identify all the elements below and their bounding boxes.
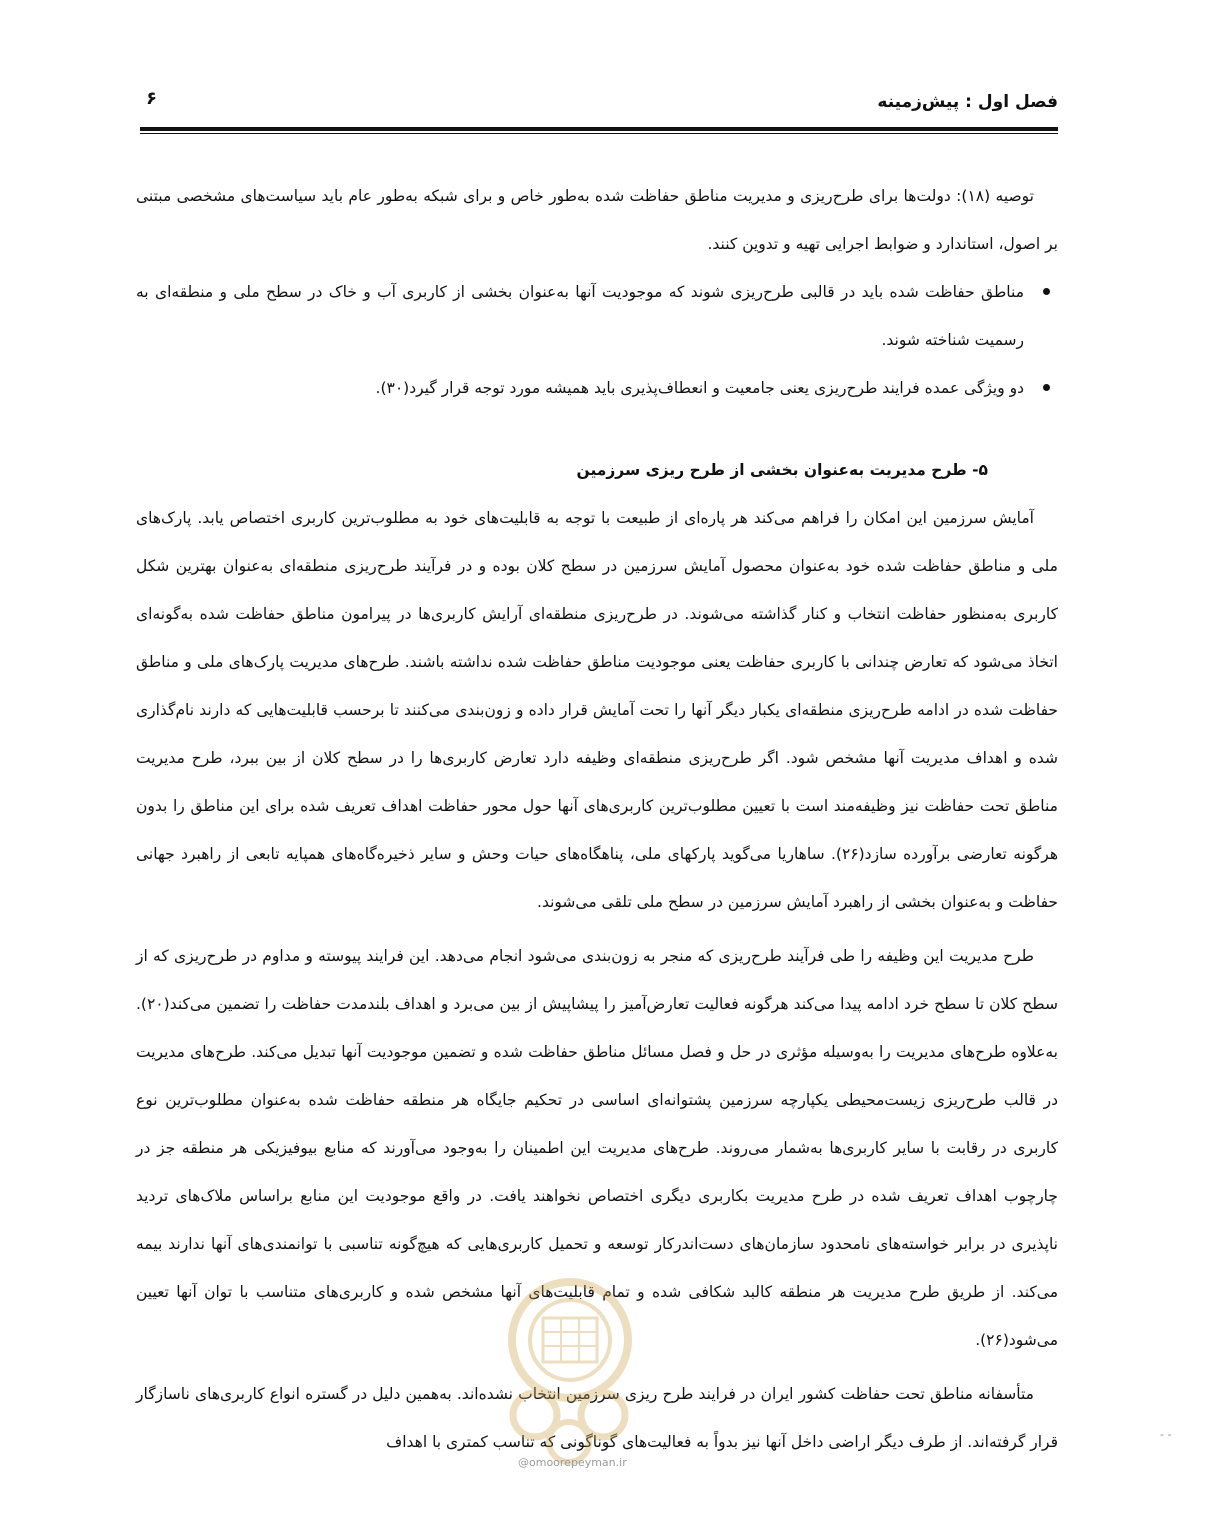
- page-number: ۶: [146, 88, 157, 109]
- body-paragraph: طرح مدیریت این وظیفه را طی فرآیند طرح‌ریزی که منجر به زون‌بندی می‌شود انجام می‌دهد. این فرایند پیوسته و مداوم در طرح‌ریزی که از سطح کلان تا سطح خرد ادامه پیدا می‌کند هرگونه فعالیت تعارض‌آمیز را پیشاپیش از بین می‌برد و اهداف بلندمدت حفاظت را تضمین می‌کند(۲۰). به‌علاوه طرح‌های مدیریت را به‌وسیله مؤثری در حل و فصل مسائل مناطق حفاظت شده و تضمین موجودیت آنها تبدیل می‌کند. طرح‌های مدیریت در قالب طرح‌ریزی زیست‌محیطی یکپارچه سرزمین پشتوانه‌ای اساسی در تحکیم جایگاه هر منطقه حفاظت شده به‌عنوان مطلوب‌ترین نوع کاربری در رقابت با سایر کاربری‌ها به‌شمار می‌روند. طرح‌های مدیریت این اطمینان را به‌وجود می‌آورند که منابع بیوفیزیکی هر منطقه جز در چارچوب اهداف تعریف شده در طرح مدیریت بکاربری دیگری اختصاص نخواهند یافت. در واقع موجودیت این منابع براساس ملاک‌های تردید ناپذیری در برابر خواسته‌های نامحدود سازمان‌های دست‌اندرکار توسعه و تحمیل کاربری‌هایی که هیچ‌گونه تناسبی با توانمندی‌های آنها ندارند بیمه می‌کند. از طریق طرح مدیریت هر منطقه کالبد شکافی شده و تمام قابلیت‌های آنها مشخص شده و کاربری‌های متناسب با توان آنها تعیین می‌شود(۲۶).: [136, 947, 1058, 1349]
- page-header: [140, 84, 1058, 124]
- chapter-title: فصل اول : پیش‌زمینه: [877, 92, 1058, 112]
- watermark-url: @omoorepeyman.ir: [518, 1456, 627, 1469]
- body-paragraph: آمایش سرزمین این امکان را فراهم می‌کند هر پاره‌ای از طبیعت با توجه به قابلیت‌های خود به مطلوب‌ترین کاربری اختصاص یابد. پارک‌های ملی و مناطق حفاظت شده خود به‌عنوان محصول آمایش سرزمین در سطح کلان بوده و در فرآیند طرح‌ریزی منطقه‌ای به‌عنوان بهترین شکل کاربری به‌منظور حفاظت انتخاب و کنار گذاشته می‌شوند. در طرح‌ریزی منطقه‌ای آرایش کاربری‌ها در پیرامون مناطق حفاظت شده به‌گونه‌ای اتخاذ می‌شود که تعارض چندانی با کاربری حفاظت یعنی موجودیت مناطق حفاظت شده نداشته باشند. طرح‌های مدیریت پارک‌های ملی و مناطق حفاظت شده در ادامه طرح‌ریزی منطقه‌ای یکبار دیگر آنها را تحت آمایش قرار داده و زون‌بندی می‌کنند تا برحسب قابلیت‌هایی که دارند نام‌گذاری شده و اهداف مدیریت آنها مشخص شود. اگر طرح‌ریزی منطقه‌ای وظیفه دارد تعارض کاربری‌ها را در سطح کلان از بین ببرد، طرح مدیریت مناطق تحت حفاظت نیز وظیفه‌مند است با تعیین مطلوب‌ترین کاربری‌های آنها حول محور حفاظت اهداف تعریف شده برای این مناطق را بدون هرگونه تعارضی برآورده سازد(۲۶). ساهاریا می‌گوید پارکهای ملی، پناهگاه‌های حیات وحش و سایر ذخیره‌گاه‌های همپایه تابعی از راهبرد جهانی حفاظت و به‌عنوان بخشی از راهبرد آمایش سرزمین در سطح ملی تلقی می‌شوند.: [136, 509, 1058, 911]
- recommendation-paragraph: توصیه (۱۸): دولت‌ها برای طرح‌ریزی و مدیریت مناطق حفاظت شده به‌طور خاص و برای شبکه به‌طور عام باید سیاست‌های مشخصی مبتنی بر اصول، استاندارد و ضوابط اجرایی تهیه و تدوین کنند.: [136, 187, 1058, 253]
- bullet-item: مناطق حفاظت شده باید در قالبی طرح‌ریزی شوند که موجودیت آنها به‌عنوان بخشی از کاربری آب و خاک در سطح ملی و منطقه‌ای به رسمیت شناخته شوند.: [136, 268, 1024, 364]
- page-body: [136, 172, 1058, 1466]
- body-paragraph: متأسفانه مناطق تحت حفاظت کشور ایران در فرایند طرح ریزی سرزمین انتخاب نشده‌اند. به‌همین دلیل در گستره انواع کاربری‌های ناسازگار قرار گرفته‌اند. از طرف دیگر اراضی داخل آنها نیز بدواً به فعالیت‌های گوناگونی که تناسب کمتری با اهداف: [136, 1385, 1058, 1451]
- header-rule-thick: [140, 127, 1058, 131]
- section-heading: ۵- طرح مدیریت به‌عنوان بخشی از طرح ریزی سرزمین: [576, 461, 988, 479]
- header-rule-thin: [140, 133, 1058, 134]
- bullet-item: دو ویژگی عمده فرایند طرح‌ریزی یعنی جامعیت و انعطاف‌پذیری باید همیشه مورد توجه قرار گیرد(۳۰).: [136, 364, 1024, 412]
- bullet-list: [136, 268, 1058, 412]
- scan-edge-mark: ‐ ‐: [1160, 1428, 1172, 1441]
